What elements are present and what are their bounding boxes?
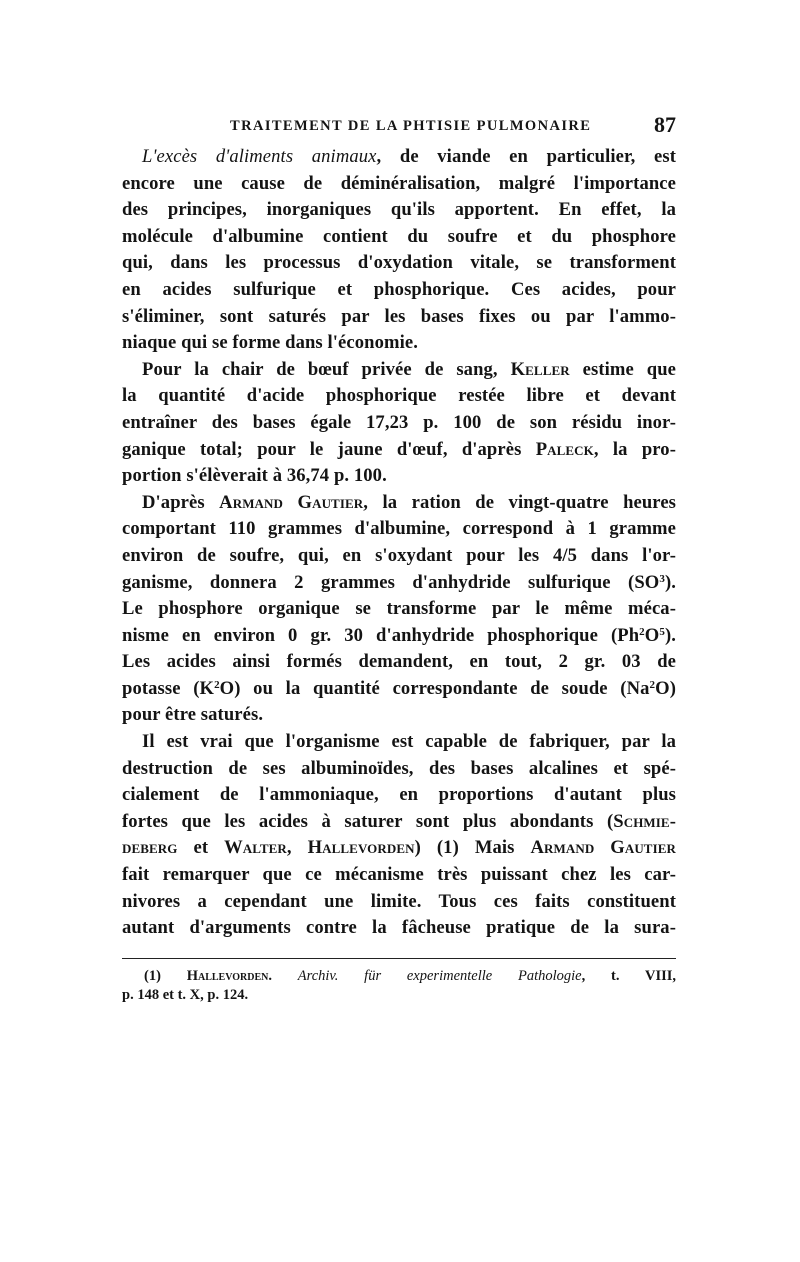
text-line: comportant 110 grammes d'albumine, correspond à 1 gramme xyxy=(122,518,676,540)
text-span: et xyxy=(177,837,225,859)
text-line: cialement de l'ammoniaque, en proportions d'autant plus xyxy=(122,784,676,806)
text-line: Les acides ainsi formés demandent, en tout, 2 gr. 03 de xyxy=(122,651,676,673)
author-name: deberg xyxy=(122,837,178,859)
superscript: 2 xyxy=(639,625,645,638)
text-line: Le phosphore organique se transforme par le même méca- xyxy=(122,598,676,620)
paragraph-3 xyxy=(122,490,676,729)
text-span: O xyxy=(644,624,660,646)
text-span: , de viande en particulier, est xyxy=(376,146,676,167)
text-line xyxy=(122,490,676,517)
text-span: , la pro- xyxy=(593,438,676,460)
text-line: Il est vrai que l'organisme est capable de fabriquer, par la xyxy=(142,731,676,753)
text-span: O) xyxy=(655,677,676,699)
text-line: fait remarquer que ce mécanisme très puissant chez les car- xyxy=(122,864,676,886)
text-span: D'après xyxy=(142,491,220,513)
text-span: O) ou la quantité correspondante de soude (Na xyxy=(219,677,650,699)
superscript: 3 xyxy=(659,572,665,585)
text-line: s'éliminer, sont saturés par les bases fixes ou par l'ammo- xyxy=(122,305,676,327)
text-span: ). xyxy=(664,624,676,646)
text-span: nisme en environ 0 gr. 30 d'anhydride phosphorique (Ph xyxy=(122,624,640,646)
italic-phrase: L'excès d'aliments animaux xyxy=(142,146,377,167)
author-name: Paleck xyxy=(535,438,594,460)
text-line: en acides sulfurique et phosphorique. Ces acides, pour xyxy=(122,278,676,300)
text-line: qui, dans les processus d'oxydation vitale, se transforment xyxy=(122,252,676,274)
text-line: la quantité d'acide phosphorique restée libre et devant xyxy=(122,385,676,407)
footnote-line: p. 148 et t. X, p. 124. xyxy=(122,986,249,1003)
running-title: TRAITEMENT DE LA PHTISIE PULMONAIRE xyxy=(230,118,592,134)
footnote xyxy=(122,967,676,1005)
body-text xyxy=(122,144,676,942)
text-line: niaque qui se forme dans l'économie. xyxy=(122,332,418,354)
text-span: . xyxy=(268,967,298,984)
author-name: Walter, Hallevorden xyxy=(224,837,415,859)
text-line: encore une cause de déminéralisation, malgré l'importance xyxy=(122,172,676,194)
text-span: , la ration de vingt-quatre heures xyxy=(363,491,677,513)
text-line: destruction de ses albuminoïdes, des bases alcalines et spé- xyxy=(122,757,676,779)
text-line xyxy=(122,623,676,650)
paragraph-1 xyxy=(122,144,676,357)
running-head xyxy=(122,104,676,144)
text-span: ) (1) Mais xyxy=(414,837,531,859)
superscript: 2 xyxy=(649,678,656,691)
text-line: portion s'élèverait à 36,74 p. 100. xyxy=(122,465,387,487)
text-span: potasse (K xyxy=(122,677,215,699)
book-page xyxy=(122,104,676,1005)
text-line xyxy=(122,357,676,384)
text-span: ). xyxy=(664,571,676,593)
text-line: entraîner des bases égale 17,23 p. 100 de son résidu inor- xyxy=(122,411,676,433)
author-name: Armand Gautier xyxy=(530,837,676,859)
footnote-line xyxy=(122,967,676,986)
text-line xyxy=(122,144,676,171)
text-line xyxy=(122,676,676,703)
text-line: nivores a cependant une limite. Tous ces faits constituent xyxy=(122,890,676,912)
superscript: 2 xyxy=(214,678,220,691)
text-line: des principes, inorganiques qu'ils apportent. En effet, la xyxy=(122,199,676,221)
text-line: autant d'arguments contre la fâcheuse pratique de la sura- xyxy=(122,917,676,939)
text-line xyxy=(122,835,676,862)
text-span: fortes que les acides à saturer sont plus abondants ( xyxy=(122,810,614,832)
author-name: Armand Gautier xyxy=(219,491,364,513)
page-number: 87 xyxy=(654,112,676,137)
footnote-rule xyxy=(122,958,676,959)
text-line: molécule d'albumine contient du soufre et du phosphore xyxy=(122,225,676,247)
text-span: ganique total; pour le jaune d'œuf, d'après xyxy=(122,438,536,460)
text-line xyxy=(122,437,676,464)
superscript: 5 xyxy=(659,625,665,638)
paragraph-2 xyxy=(122,357,676,490)
text-span: Pour la chair de bœuf privée de sang, xyxy=(142,358,511,380)
paragraph-4 xyxy=(122,729,676,942)
text-line xyxy=(122,570,676,597)
text-line xyxy=(122,809,676,836)
text-span: estime que xyxy=(569,358,676,380)
text-span: ganisme, donnera 2 grammes d'anhydride sulfurique (SO xyxy=(122,571,660,593)
author-name: Keller xyxy=(510,358,570,380)
text-line: environ de soufre, qui, en s'oxydant pour les 4/5 dans l'or- xyxy=(122,544,676,566)
author-name: Hallevorden xyxy=(186,967,269,984)
author-name: Schmie- xyxy=(613,810,676,832)
footnote-marker: (1) xyxy=(144,967,187,984)
text-span: , t. VIII, xyxy=(581,967,677,984)
text-line: pour être saturés. xyxy=(122,704,264,726)
journal-title: Archiv. für experimentelle Pathologie xyxy=(297,967,582,984)
